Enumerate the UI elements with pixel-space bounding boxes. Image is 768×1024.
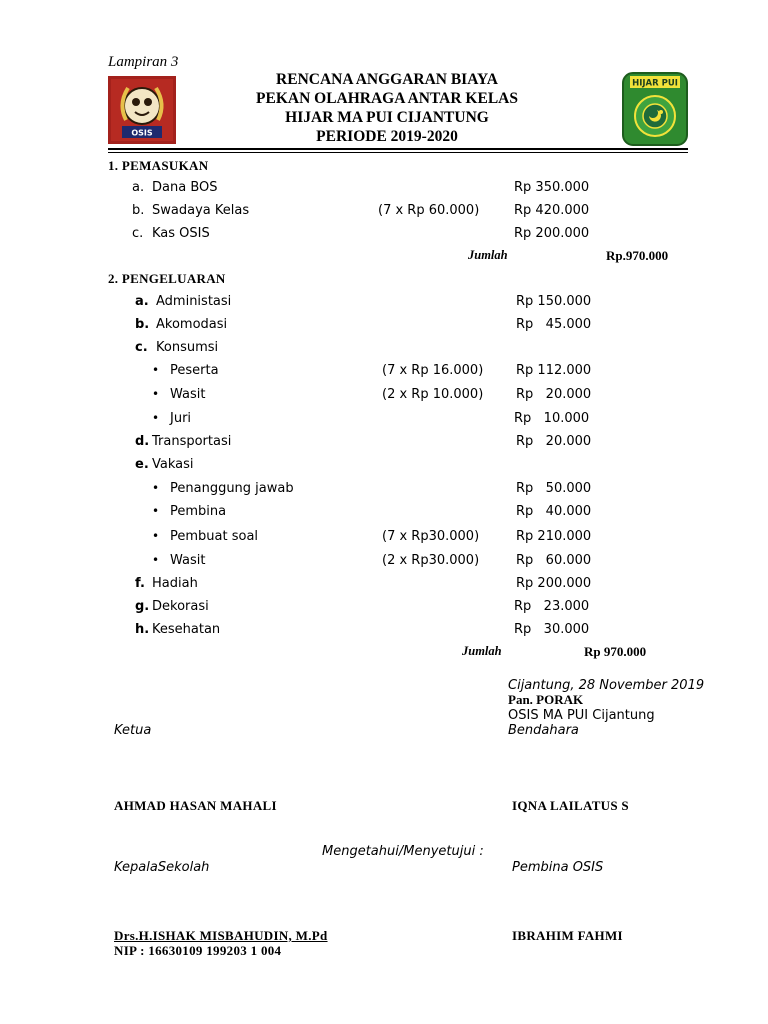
pengeluaran-total-value: Rp 970.000 bbox=[584, 644, 647, 659]
pengeluaran-letter: e. bbox=[135, 457, 149, 472]
pemasukan-calc: (7 x Rp 60.000) bbox=[378, 203, 480, 218]
pengeluaran-label: Juri bbox=[170, 411, 192, 426]
pengeluaran-heading: 2. PENGELUARAN bbox=[108, 271, 226, 286]
bullet-icon: • bbox=[152, 504, 160, 518]
pembina-role: Pembina OSIS bbox=[512, 860, 604, 875]
pengeluaran-label: Wasit bbox=[170, 387, 206, 402]
pengeluaran-amount: Rp 20.000 bbox=[516, 434, 592, 449]
bullet-icon: • bbox=[152, 529, 160, 543]
pengeluaran-amount: Rp 10.000 bbox=[514, 411, 590, 426]
kepsek-name: Drs.H.ISHAK MISBAHUDIN, M.Pd bbox=[114, 928, 328, 943]
pengeluaran-label: Wasit bbox=[170, 553, 206, 568]
title-line-3: HIJAR MA PUI CIJANTUNG bbox=[285, 109, 489, 126]
pengeluaran-label: Transportasi bbox=[152, 434, 232, 449]
pemasukan-amount: Rp 420.000 bbox=[514, 203, 590, 218]
pengeluaran-amount: Rp 112.000 bbox=[516, 363, 592, 378]
pemasukan-amount: Rp 350.000 bbox=[514, 180, 590, 195]
pengeluaran-calc: (2 x Rp 10.000) bbox=[382, 387, 484, 402]
osis-logo-text: OSIS bbox=[131, 128, 153, 138]
lampiran-label: Lampiran 3 bbox=[108, 54, 179, 70]
pengeluaran-letter: h. bbox=[135, 622, 150, 637]
pengeluaran-label: Kesehatan bbox=[152, 622, 221, 637]
pengeluaran-letter: g. bbox=[135, 599, 150, 614]
document-title bbox=[230, 70, 544, 146]
pengeluaran-letter: d. bbox=[135, 434, 150, 449]
pengeluaran-letter: a. bbox=[135, 294, 149, 309]
pemasukan-label: Kas OSIS bbox=[152, 226, 210, 241]
pemasukan-total-label: Jumlah bbox=[468, 248, 508, 262]
title-line-1: RENCANA ANGGARAN BIAYA bbox=[276, 71, 498, 88]
pengeluaran-label: Administasi bbox=[156, 294, 232, 309]
pemasukan-letter: b. bbox=[132, 203, 145, 218]
header-divider-thin bbox=[108, 152, 688, 153]
pengeluaran-amount: Rp 45.000 bbox=[516, 317, 592, 332]
bendahara-role: Bendahara bbox=[508, 723, 579, 738]
kepsek-role: KepalaSekolah bbox=[114, 860, 210, 875]
pengeluaran-label: Vakasi bbox=[152, 457, 194, 472]
ketua-role: Ketua bbox=[114, 723, 152, 738]
pengeluaran-amount: Rp 200.000 bbox=[516, 576, 592, 591]
mengetahui-label: Mengetahui/Menyetujui : bbox=[322, 844, 484, 859]
pengeluaran-letter: c. bbox=[135, 340, 148, 355]
pengeluaran-amount: Rp 50.000 bbox=[516, 481, 592, 496]
pembina-name: IBRAHIM FAHMI bbox=[512, 928, 623, 943]
bullet-icon: • bbox=[152, 481, 160, 495]
org-line-2: OSIS MA PUI Cijantung bbox=[508, 708, 655, 723]
pemasukan-heading: 1. PEMASUKAN bbox=[108, 158, 209, 173]
kepsek-nip: NIP : 16630109 199203 1 004 bbox=[114, 943, 282, 958]
pengeluaran-label: Konsumsi bbox=[156, 340, 219, 355]
osis-logo-icon bbox=[108, 76, 176, 144]
pengeluaran-label: Dekorasi bbox=[152, 599, 209, 614]
pengeluaran-amount: Rp 20.000 bbox=[516, 387, 592, 402]
pengeluaran-label: Akomodasi bbox=[156, 317, 228, 332]
pengeluaran-label: Pembuat soal bbox=[170, 529, 259, 544]
ketua-name: AHMAD HASAN MAHALI bbox=[114, 798, 277, 813]
pengeluaran-amount: Rp 60.000 bbox=[516, 553, 592, 568]
pengeluaran-calc: (2 x Rp30.000) bbox=[382, 553, 480, 568]
pengeluaran-amount: Rp 40.000 bbox=[516, 504, 592, 519]
title-line-2: PEKAN OLAHRAGA ANTAR KELAS bbox=[256, 90, 518, 107]
hijar-pui-logo-text: HIJAR PUI bbox=[632, 78, 678, 89]
pemasukan-total-value: Rp.970.000 bbox=[606, 248, 669, 263]
pemasukan-label: Dana BOS bbox=[152, 180, 218, 195]
pengeluaran-amount: Rp 210.000 bbox=[516, 529, 592, 544]
header-divider bbox=[108, 148, 688, 150]
pengeluaran-total-label: Jumlah bbox=[462, 644, 502, 658]
bendahara-name: IQNA LAILATUS S bbox=[512, 798, 629, 813]
pengeluaran-amount: Rp 23.000 bbox=[514, 599, 590, 614]
org-line-1: Pan. PORAK bbox=[508, 692, 584, 707]
pengeluaran-calc: (7 x Rp 16.000) bbox=[382, 363, 484, 378]
bullet-icon: • bbox=[152, 553, 160, 567]
pengeluaran-label: Peserta bbox=[170, 363, 219, 378]
pengeluaran-label: Pembina bbox=[170, 504, 227, 519]
pengeluaran-amount: Rp 150.000 bbox=[516, 294, 592, 309]
pemasukan-label: Swadaya Kelas bbox=[152, 203, 250, 218]
place-date: Cijantung, 28 November 2019 bbox=[508, 678, 705, 693]
bullet-icon: • bbox=[152, 411, 160, 425]
title-line-4: PERIODE 2019-2020 bbox=[316, 128, 458, 145]
pengeluaran-calc: (7 x Rp30.000) bbox=[382, 529, 480, 544]
bullet-icon: • bbox=[152, 387, 160, 401]
pengeluaran-letter: f. bbox=[135, 576, 145, 591]
pengeluaran-letter: b. bbox=[135, 317, 150, 332]
pemasukan-letter: c. bbox=[132, 226, 144, 241]
hijar-pui-logo-icon bbox=[622, 72, 688, 146]
pengeluaran-label: Penanggung jawab bbox=[170, 481, 294, 496]
pengeluaran-amount: Rp 30.000 bbox=[514, 622, 590, 637]
pemasukan-letter: a. bbox=[132, 180, 145, 195]
pemasukan-amount: Rp 200.000 bbox=[514, 226, 590, 241]
bullet-icon: • bbox=[152, 363, 160, 377]
pengeluaran-label: Hadiah bbox=[152, 576, 198, 591]
